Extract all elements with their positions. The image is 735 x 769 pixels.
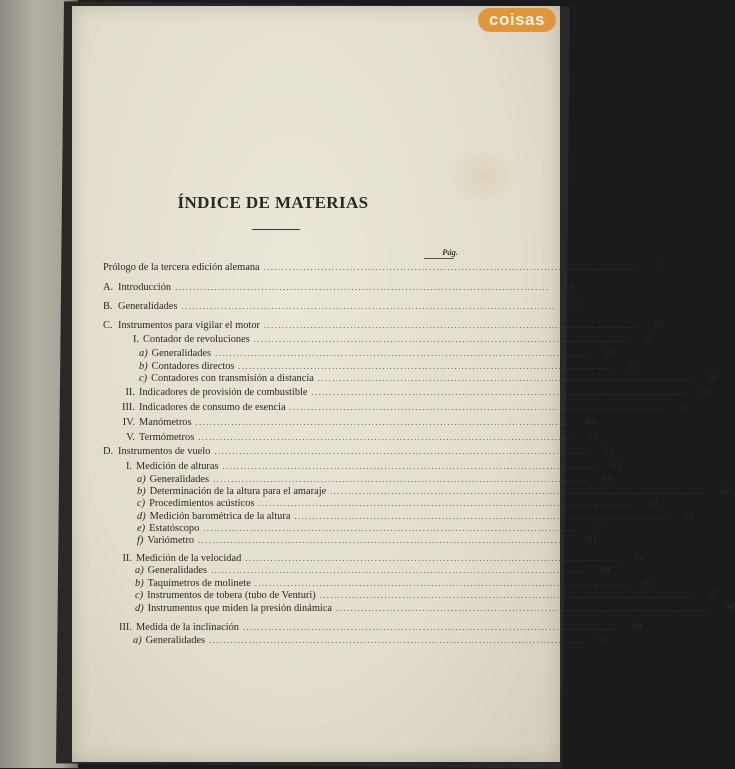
dot-leader: ........................................................................................................ [245,554,620,563]
dot-leader: ........................................................................................................ [181,302,556,311]
toc-entry-page: 87 [708,590,720,601]
toc-entry-text: Instrumentos de tobera (tubo de Venturi) [147,590,316,601]
toc-entry [137,535,598,549]
dot-leader: ........................................................................................................ [336,604,711,613]
toc-entry-page: 26 [706,373,718,384]
toc-entry-text: Medida de la inclinación [136,622,240,633]
toc-entry-page: 11 [570,301,581,312]
dot-leader: ........................................................................................................ [294,512,669,521]
toc-entry-text: Generalidades [147,565,208,576]
toc-entry [135,590,720,604]
toc-entry-text: Generalidades [151,348,212,359]
dot-leader: ........................................................................................................ [214,447,589,456]
dot-leader: ........................................................................................................ [319,591,695,600]
toc-entry-number: I. [125,461,132,472]
toc-entry-text: Contadores directos [151,361,235,372]
toc-entry [103,262,664,276]
toc-entry-number: D. [103,446,114,457]
toc-entry [103,282,575,296]
toc-entry [122,461,622,475]
dot-leader: ........................................................................................................ [198,433,573,442]
toc-entry-number: I. [132,334,139,345]
toc-entry [113,622,643,636]
toc-entry-number: II. [125,387,135,398]
toc-entry-number: a) [135,565,144,576]
toc-entry-page: 90 [725,603,735,614]
toc-entry-number: A. [103,282,114,293]
toc-entry-page: 64 [647,498,658,509]
dot-leader: ........................................................................................................ [254,579,630,588]
dot-leader: ........................................................................................................ [330,487,705,496]
toc-entry-text: Contadores con transmisión a distancia [151,373,314,384]
toc-entry-page: 19 [604,348,615,359]
toc-entry [135,603,735,617]
toc-entry-page: 85 [643,578,655,589]
toc-entry [116,402,689,416]
toc-entry-number: c) [139,373,148,384]
toc-entry-text: Indicadores de provisión de combustible [139,387,308,398]
toc-entry-number: d) [137,511,146,522]
dot-leader: ........................................................................................................ [289,403,664,412]
toc-entry [139,348,615,362]
toc-entry-text: Medición de la velocidad [136,553,242,564]
dot-leader: ........................................................................................................ [211,566,586,575]
toc-entry-page: 61 [611,461,622,472]
toc-entry-page: 53 [587,432,598,443]
toc-entry-text: Termómetros [139,432,195,443]
dot-leader: ........................................................................................................ [311,388,686,397]
toc-entry-page: 20 [627,361,638,372]
dot-leader: ........................................................................................................ [198,536,573,545]
toc-entry-page: 19 [642,334,654,345]
toc-entry-page: 41 [678,402,689,413]
toc-entry-page: 61 [602,474,613,485]
toc-entry [103,446,614,460]
toc-entry-number: IV. [122,417,135,428]
toc-entry-number: C. [103,320,113,331]
toc-entry-number: a) [137,474,146,485]
page-column-label: Pág. [442,247,458,257]
toc-entry [137,498,658,512]
toc-entry-page: 9 [569,282,575,293]
toc-entry-number: a) [133,635,142,646]
dot-leader: ........................................................................................................ [222,462,597,471]
toc-entry-number: b) [135,578,144,589]
toc-entry-text: Determinación de la altura para el amaraje [149,486,327,497]
toc-entry-text: Estatóscopo [149,523,200,534]
toc-entry-text: Indicadores de consumo de esencia [139,402,286,413]
toc-entry-number: c) [137,498,146,509]
toc-entry-page: 94 [632,622,643,633]
toc-entry-text: Generalidades [145,635,206,646]
toc-entry-number: II. [122,553,132,564]
toc-entry-page: 71 [683,511,694,522]
toc-entry-page: 62 [719,486,730,497]
toc-entry-page: 81 [587,535,598,546]
toc-entry-page: 61 [603,446,614,457]
dot-leader: ........................................................................................................ [209,636,584,645]
toc-entry-text: Prólogo de la tercera edición alemana [103,262,260,273]
toc-entry [103,301,581,315]
toc-entry-number: a) [139,348,148,359]
toc-entry-text: Manómetros [139,417,192,428]
toc-entry-text: Variómetro [147,535,195,546]
toc-entry [126,334,654,348]
dot-leader: ........................................................................................................ [317,374,693,383]
toc-entry-page: 77 [592,523,603,534]
toc-entry-number: b) [137,486,146,497]
toc-entry-number: B. [103,301,113,312]
toc-entry-text: Instrumentos para vigilar el motor [118,320,260,331]
toc-entry-number: III. [119,622,132,633]
toc-entry-page: 5 [657,262,664,273]
toc-entry-page: 84 [600,565,611,576]
watermark-logo: coisas [478,8,556,32]
toc-entry-page: 84 [634,553,645,564]
toc-entry-number: V. [126,432,135,443]
toc-entry [135,565,611,579]
toc-entry-number: b) [139,361,148,372]
toc-entry-page: 30 [700,387,711,398]
toc-entry-text: Procedimientos acústicos [149,498,255,509]
toc-entry-text: Medición de alturas [136,461,219,472]
dot-leader: ........................................................................................................ [238,362,613,371]
toc-entry-text: Contador de revoluciones [143,334,250,345]
dot-leader: ........................................................................................................ [195,418,570,427]
dot-leader: ........................................................................................................ [213,475,588,484]
toc-entry-text: Generalidades [149,474,210,485]
toc-entry-page: 44 [584,417,595,428]
dot-leader: ........................................................................................................ [258,499,633,508]
dot-leader: ........................................................................................................ [263,321,639,330]
toc-entry [103,320,664,334]
toc-entry-number: d) [135,603,144,614]
page-title: ÍNDICE DE MATERIAS [177,193,369,212]
toc-entry-text: Generalidades [118,301,178,312]
dot-leader: ........................................................................................................ [215,349,590,358]
dot-leader: ........................................................................................................ [263,263,639,272]
toc-entry [120,432,598,446]
toc-entry-text: Instrumentos de vuelo [118,446,211,457]
toc-entry-number: f) [137,535,144,546]
dot-leader: ........................................................................................................ [253,335,629,344]
toc-entry [133,635,609,649]
toc-entry-text: Instrumentos que miden la presión dinámica [147,603,333,614]
toc-entry-text: Introducción [118,282,172,293]
toc-entry-text: Taquímetros de molinete [147,578,251,589]
toc-entry [139,373,718,387]
toc-entry-page: 19 [652,320,664,331]
toc-entry [120,387,711,401]
toc-entry-number: III. [122,402,135,413]
toc-entry-number: e) [137,523,146,534]
dot-leader: ........................................................................................................ [243,623,618,632]
toc-entry-number: c) [135,590,144,601]
toc-entry [117,417,595,431]
toc-entry-text: Medición barométrica de la altura [149,511,291,522]
dot-leader: ........................................................................................................ [175,283,550,292]
dot-leader: ........................................................................................................ [203,524,578,533]
toc-entry-page: 94 [598,635,609,646]
